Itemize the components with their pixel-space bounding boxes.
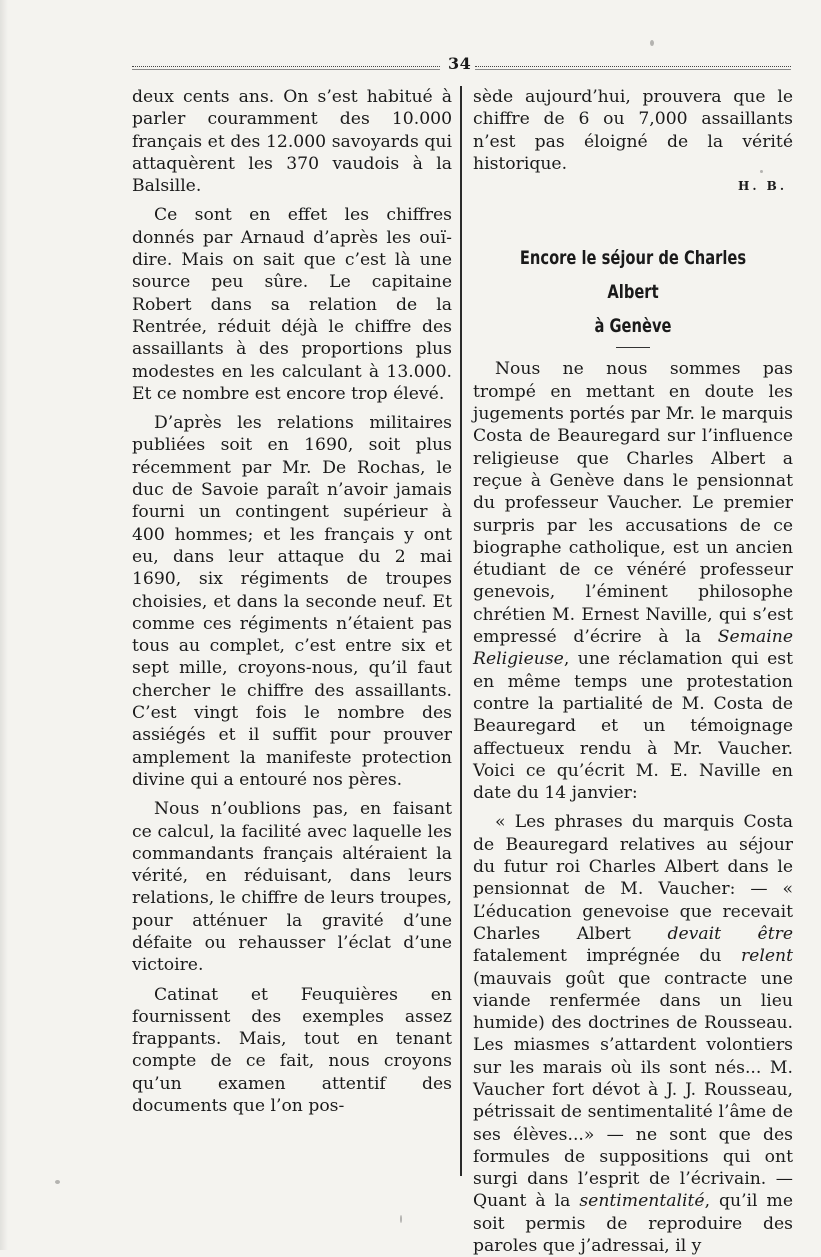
left-paragraph: Ce sont en effet les chiffres donnés par Arnaud d’après les ouï-dire. Mais on sait que c’est là une source peu sûre. Le capitaine Robert dans sa relation de la Rentrée, réduit déjà le chiffre des assaillants à des proportions plus modestes en les calculant à 13.000. Et ce nombre est encore trop élevé.	[132, 205, 452, 404]
paragraph-text: Nous ne nous sommes pas trompé en mettant en doute les jugements portés par Mr. le marquis Costa de Beauregard sur l’influence religieuse que Charles Albert a reçue à Genève dans le pensionnat du professeur Vaucher. Le premier surpris par les accusations de ce biographe catholique, est un ancien étudiant de ce vénéré professeur genevois, l’éminent philosophe chrétien M. Ernest Naville, qui s’est empressé d’écrire à la	[473, 359, 793, 648]
paper-speck	[760, 170, 763, 173]
article-heading	[495, 241, 770, 343]
continuation-paragraph	[473, 86, 793, 175]
header-rule-right	[475, 66, 791, 70]
italic-text: relent	[740, 946, 793, 967]
heading-separator	[616, 347, 650, 348]
article-heading-line-1: Encore le séjour de Charles Albert	[519, 247, 747, 304]
left-paragraph: deux cents ans. On s’est habitué à parler couramment des 10.000 français et des 12.000 savoyards qui attaquèrent les 370 vaudois à la Balsille.	[132, 87, 452, 197]
article-body	[473, 358, 793, 1257]
paragraph-text: , qu’il me soit permis de reproduire des paroles que j’adressai, il y	[473, 1191, 794, 1257]
paper-speck	[55, 1180, 60, 1184]
paper-speck	[700, 1200, 703, 1203]
paragraph-text: « Les phrases du marquis Costa de Beauregard relatives au séjour du futur roi Charles Albert dans le pensionnat de M. Vaucher: — « L’éducation genevoise que recevait Charles Albert	[473, 812, 793, 944]
article-paragraph	[473, 811, 793, 1257]
page-edge-shadow	[0, 0, 8, 1250]
italic-text: devait être	[667, 923, 793, 944]
left-paragraph: D’après les relations militaires publiées soit en 1690, soit plus récemment par Mr. De Rochas, le duc de Savoie paraît n’avoir jamais fourni un contingent supérieur à 400 hommes; et les français y ont eu, dans leur attaque du 2 mai 1690, six régiments de troupes choisies, et dans la seconde neuf. Et comme ces régiments n’étaient pas tous au complet, c’est entre six et sept mille, croyons-nous, qu’il faut chercher le chiffre des assaillants. C’est vingt fois le nombre des assiégés et il suffit pour prouver amplement la manifeste protection divine qui a entouré nos pères.	[132, 413, 452, 790]
page-number: 34	[448, 54, 472, 73]
paragraph-text: (mauvais goût que contracte une viande renfermée dans un lieu humide) des doctrines de Rousseau. Les miasmes s’attardent volontiers sur les marais où ils sont nés... M. Vaucher fort dévot à J. J. Rousseau, pétrissait de sentimentalité l’âme de ses élèves...» — ne sont que des formules de suppositions qui ont surgi dans l’esprit de l’écrivain. — Quant à la	[473, 968, 793, 1212]
left-column	[132, 86, 452, 1117]
header-rule-left	[132, 66, 440, 70]
author-signature: H. B.	[737, 179, 787, 194]
continuation-text: sède aujourd’hui, prouvera que le chiffre de 6 ou 7,000 assaillants n’est pas éloigné de la vérité historique.	[473, 87, 793, 174]
paper-speck	[400, 1215, 402, 1223]
article-paragraph	[473, 358, 793, 804]
left-paragraph: Catinat et Feuquières en fournissent des exemples assez frappants. Mais, tout en tenant compte de ce fait, nous croyons qu’un examen attentif des documents que l’on pos-	[132, 984, 452, 1117]
paragraph-text: , une réclamation qui est en même temps une protestation contre la partialité de M. Costa de Beauregard et un témoignage affectueux rendu à Mr. Vaucher. Voici ce qu’écrit M. E. Naville en date du 14 janvier:	[473, 649, 793, 804]
signature-line	[473, 175, 793, 197]
article-heading-line-2: à Genève	[594, 315, 672, 338]
italic-text: Semaine Religieuse	[473, 627, 793, 670]
right-column	[473, 86, 793, 1257]
paper-speck	[650, 40, 654, 46]
left-paragraph: Nous n’oublions pas, en faisant ce calcul, la facilité avec laquelle les commandants français altéraient la vérité, en réduisant, dans leurs relations, le chiffre de leurs troupes, pour atténuer la gravité d’une défaite ou rehausser l’éclat d’une victoire.	[132, 799, 452, 976]
paragraph-text: fatalement imprégnée du	[473, 946, 741, 967]
italic-text: sentimentalité	[579, 1191, 705, 1212]
column-divider	[460, 86, 462, 1176]
